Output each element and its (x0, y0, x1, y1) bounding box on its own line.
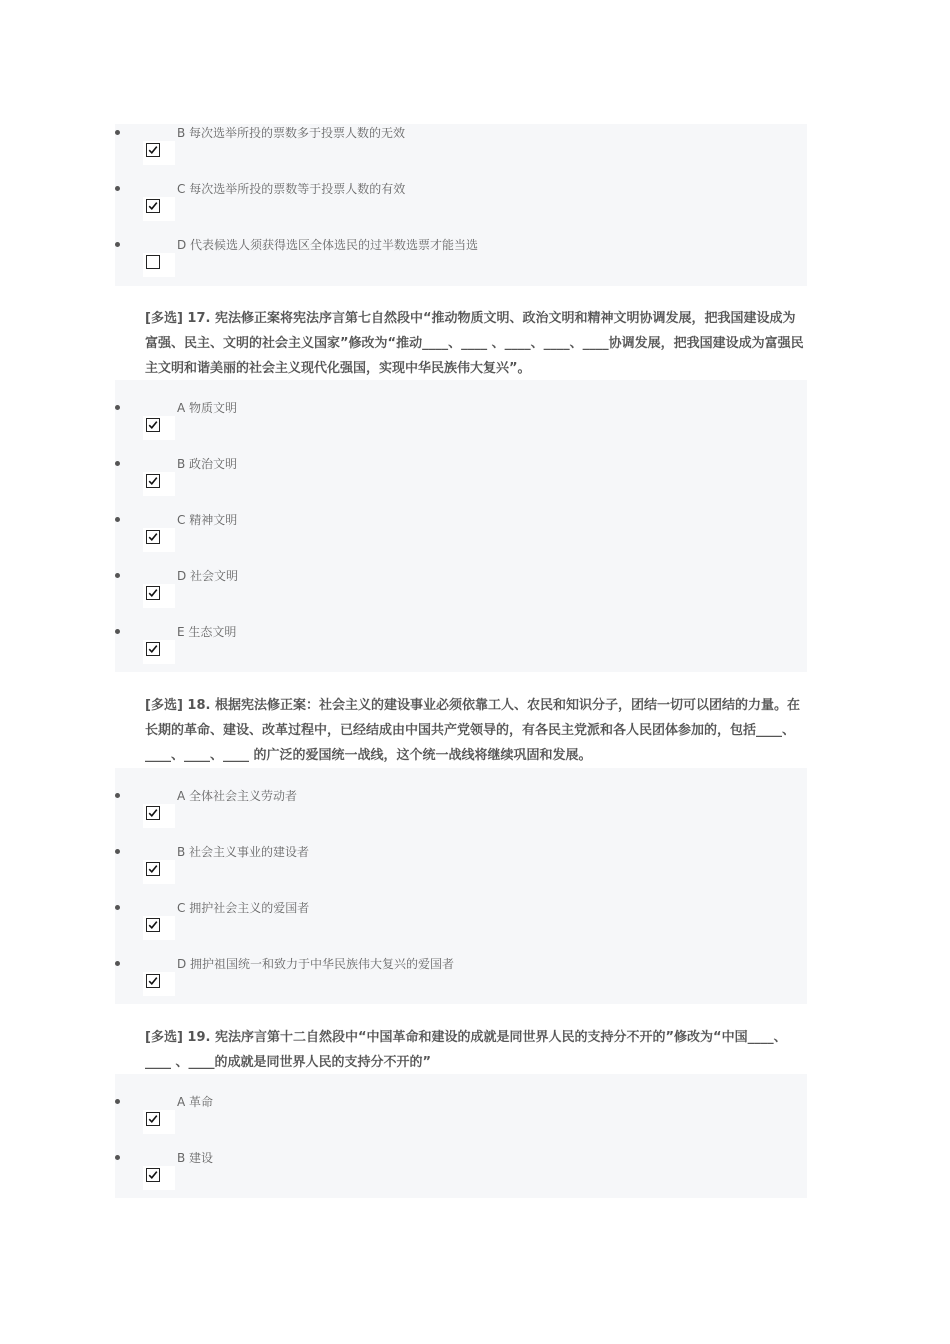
q17-options-panel (115, 380, 807, 672)
option-label: A 全体社会主义劳动者 (177, 789, 298, 803)
checkbox-wrap (143, 1166, 175, 1190)
option-label: E 生态文明 (177, 625, 237, 639)
check-icon (147, 475, 159, 487)
option-item[interactable] (115, 1093, 807, 1149)
option-item[interactable] (115, 843, 807, 899)
list-bullet (115, 793, 120, 798)
check-icon (147, 643, 159, 655)
option-item[interactable] (115, 567, 807, 623)
option-label: A 物质文明 (177, 401, 238, 415)
checkbox-wrap (143, 916, 175, 940)
option-item[interactable] (115, 511, 807, 567)
option-label: C 拥护社会主义的爱国者 (177, 901, 310, 915)
checkbox-wrap (143, 640, 175, 664)
checkbox[interactable] (146, 918, 160, 932)
checkbox-wrap (143, 972, 175, 996)
checkbox[interactable] (146, 418, 160, 432)
list-bullet (115, 573, 120, 578)
list-bullet (115, 1155, 120, 1160)
option-label: B 建设 (177, 1151, 214, 1165)
checkbox[interactable] (146, 642, 160, 656)
checkbox-wrap (143, 860, 175, 884)
check-icon (147, 587, 159, 599)
list-bullet (115, 1099, 120, 1104)
checkbox-wrap (143, 528, 175, 552)
option-item[interactable] (115, 899, 807, 955)
question-19-text: [多选] 19. 宪法序言第十二自然段中“中国革命和建设的成就是同世界人民的支持分不开的”修改为“中国____、____ 、____的成就是同世界人民的支持分不开的” (145, 1025, 807, 1075)
option-label: B 政治文明 (177, 457, 238, 471)
checkbox-wrap (143, 253, 175, 277)
check-icon (147, 200, 159, 212)
option-item[interactable] (115, 787, 807, 843)
option-label: A 革命 (177, 1095, 214, 1109)
option-label: B 每次选举所投的票数多于投票人数的无效 (177, 126, 406, 140)
option-item[interactable] (115, 623, 807, 679)
option-item[interactable] (115, 124, 807, 180)
option-item[interactable] (115, 399, 807, 455)
option-label: C 精神文明 (177, 513, 238, 527)
check-icon (147, 975, 159, 987)
check-icon (147, 1169, 159, 1181)
checkbox[interactable] (146, 199, 160, 213)
checkbox[interactable] (146, 862, 160, 876)
list-bullet (115, 186, 120, 191)
checkbox[interactable] (146, 806, 160, 820)
checkbox-wrap (143, 804, 175, 828)
option-label: D 社会文明 (177, 569, 239, 583)
q18-options-panel (115, 768, 807, 1004)
checkbox[interactable] (146, 974, 160, 988)
check-icon (147, 144, 159, 156)
checkbox[interactable] (146, 530, 160, 544)
checkbox-wrap (143, 416, 175, 440)
checkbox-wrap (143, 472, 175, 496)
list-bullet (115, 629, 120, 634)
check-icon (147, 863, 159, 875)
list-bullet (115, 130, 120, 135)
q19-options-panel (115, 1074, 807, 1198)
checkbox[interactable] (146, 1168, 160, 1182)
checkbox-wrap (143, 141, 175, 165)
checkbox[interactable] (146, 586, 160, 600)
checkbox-wrap (143, 584, 175, 608)
option-label: D 代表候选人须获得选区全体选民的过半数选票才能当选 (177, 238, 479, 252)
option-label: C 每次选举所投的票数等于投票人数的有效 (177, 182, 406, 196)
check-icon (147, 919, 159, 931)
list-bullet (115, 905, 120, 910)
check-icon (147, 1113, 159, 1125)
option-item[interactable] (115, 455, 807, 511)
list-bullet (115, 242, 120, 247)
question-17-text: [多选] 17. 宪法修正案将宪法序言第七自然段中“推动物质文明、政治文明和精神文明协调发展，把我国建设成为富强、民主、文明的社会主义国家”修改为“推动____、____ 、____、____、____协调发展，把我国建设成为富强民主文明和谐美丽的社会主义现代化强国，实现中华民族伟大复兴”。 (145, 306, 807, 381)
checkbox[interactable] (146, 143, 160, 157)
q16-options-panel (115, 124, 807, 286)
list-bullet (115, 461, 120, 466)
checkbox-wrap (143, 1110, 175, 1134)
check-icon (147, 419, 159, 431)
option-item[interactable] (115, 236, 807, 292)
list-bullet (115, 849, 120, 854)
option-label: D 拥护祖国统一和致力于中华民族伟大复兴的爱国者 (177, 957, 455, 971)
checkbox[interactable] (146, 1112, 160, 1126)
option-label: B 社会主义事业的建设者 (177, 845, 310, 859)
check-icon (147, 807, 159, 819)
checkbox[interactable] (146, 255, 160, 269)
list-bullet (115, 517, 120, 522)
checkbox[interactable] (146, 474, 160, 488)
option-item[interactable] (115, 180, 807, 236)
check-icon (147, 531, 159, 543)
option-item[interactable] (115, 1149, 807, 1205)
option-item[interactable] (115, 955, 807, 1011)
list-bullet (115, 961, 120, 966)
checkbox-wrap (143, 197, 175, 221)
question-18-text: [多选] 18. 根据宪法修正案：社会主义的建设事业必须依靠工人、农民和知识分子，团结一切可以团结的力量。在长期的革命、建设、改革过程中，已经结成由中国共产党领导的，有各民主党派和各人民团体参加的，包括____、____、____、____ 的广泛的爱国统一战线，这个统一战线将继续巩固和发展。 (145, 693, 807, 768)
list-bullet (115, 405, 120, 410)
